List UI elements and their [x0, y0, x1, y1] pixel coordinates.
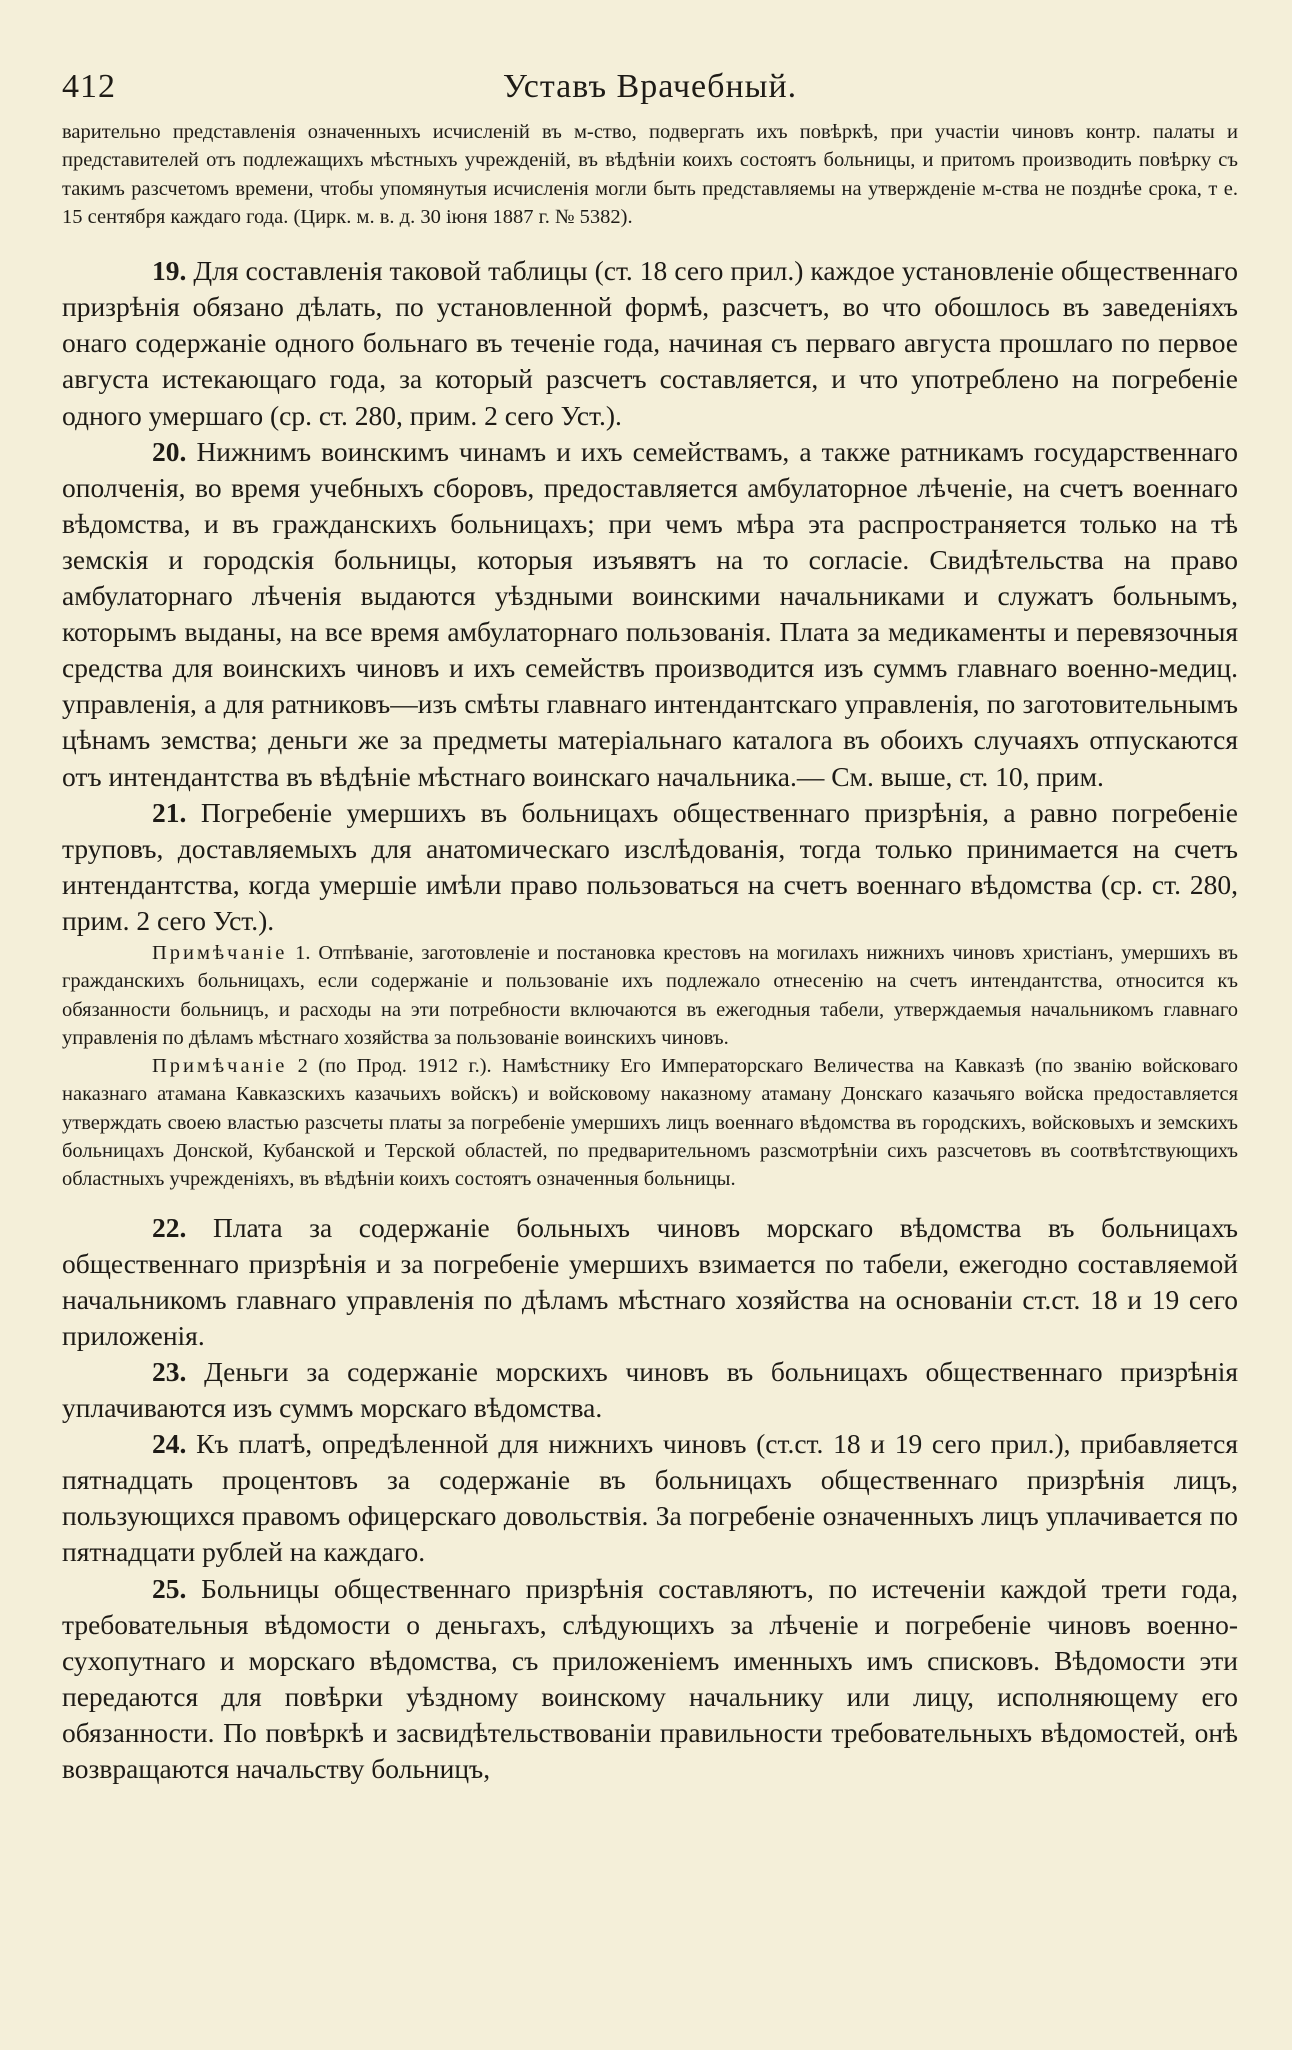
- article-19: [62, 253, 1238, 433]
- article-text: Плата за содержаніе больныхъ чиновъ морскаго вѣдомства въ больницахъ общественнаго призрѣнія и за погребеніе умершихъ взимается по табели, ежегодно составляемой начальникомъ главнаго управленія по дѣламъ мѣстнаго хозяйства на основаніи ст.ст. 18 и 19 сего приложенія.: [62, 1211, 1239, 1351]
- article-number: 24.: [152, 1428, 187, 1460]
- page-number: 412: [62, 68, 116, 105]
- note-1: [62, 939, 1238, 1052]
- note-label: Примѣчаніе: [152, 941, 288, 964]
- article-number: 23.: [152, 1356, 187, 1388]
- note-text: 1. Отпѣваніе, заготовленіе и постановка крестовъ на могилахъ нижнихъ чиновъ христіанъ, умершихъ въ гражданскихъ больницахъ, если содержаніе и пользованіе ихъ подлежало отнесенію на счетъ интендантства, относится къ обязанности больницъ, и расходы на эти потребности включаются въ ежегодныя табели, утверждаемыя начальникомъ главнаго управленія по дѣламъ мѣстнаго хозяйства за пользованіе воинскихъ чиновъ.: [62, 941, 1238, 1049]
- page-header: [62, 58, 1238, 118]
- article-text: Къ платѣ, опредѣленной для нижнихъ чиновъ (ст.ст. 18 и 19 сего прил.), прибавляется пятнадцать процентовъ за содержаніе въ больницахъ общественнаго призрѣнія лицъ, пользующихся правомъ офицерскаго довольствія. За погребеніе означенныхъ лицъ уплачивается по пятнадцати рублей на каждаго.: [62, 1428, 1239, 1568]
- note-2: [62, 1052, 1238, 1193]
- article-20: [62, 434, 1238, 795]
- article-25: [62, 1571, 1238, 1788]
- article-number: 19.: [152, 255, 187, 287]
- note-label: Примѣчаніе: [152, 1055, 288, 1078]
- article-text: Деньги за содержаніе морскихъ чиновъ въ больницахъ общественнаго призрѣнія уплачиваются изъ суммъ морскаго вѣдомства.: [62, 1356, 1239, 1424]
- intro-note: варительно представленія означенныхъ исчисленій въ м-ство, подвергать ихъ повѣркѣ, при участіи чиновъ контр. палаты и представителей отъ подлежащихъ мѣстныхъ учрежденій, въ вѣдѣніи коихъ состоятъ больницы, и притомъ производить повѣрку съ такимъ разсчетомъ времени, чтобы упомянутыя исчисленія могли быть представляемы на утвержденіе м-ства не позднѣе срока, т е. 15 сентября каждаго года. (Цирк. м. в. д. 30 іюня 1887 г. № 5382).: [62, 121, 1238, 228]
- note-text: 2 (по Прод. 1912 г.). Намѣстнику Его Императорскаго Величества на Кавказѣ (по званію войсковаго наказнаго атамана Кавказскихъ казачьихъ войскъ) и войсковому наказному атаману Донскаго казачьяго войска предоставляется утверждать своею властью разсчеты платы за погребеніе умершихъ лицъ военнаго вѣдомства въ городскихъ, войсковыхъ и земскихъ больницахъ Донской, Кубанской и Терской областей, по предварительномъ разсмотрѣніи сихъ разсчетовъ въ соотвѣтствующихъ областныхъ учрежденіяхъ, въ вѣдѣніи коихъ состоятъ означенныя больницы.: [62, 1055, 1238, 1191]
- article-number: 20.: [152, 435, 187, 467]
- article-21: [62, 795, 1238, 939]
- article-number: 22.: [152, 1211, 187, 1243]
- article-text: Нижнимъ воинскимъ чинамъ и ихъ семействамъ, а также ратникамъ государственнаго ополченія, во время учебныхъ сборовъ, предоставляется амбулаторное лѣченіе, на счетъ военнаго вѣдомства, и въ гражданскихъ больницахъ; при чемъ мѣра эта распространяется только на тѣ земскія и городскія больницы, которыя изъявятъ на то согласіе. Свидѣтельства на право амбулаторнаго лѣченія выдаются уѣздными воинскими начальниками и служатъ больнымъ, которымъ выданы, на все время амбулаторнаго пользованія. Плата за медикаменты и перевязочныя средства для воинскихъ чиновъ и ихъ семействъ производится изъ суммъ главнаго военно-медиц. управленія, а для ратниковъ—изъ смѣты главнаго интендантскаго управленія, по заготовительнымъ цѣнамъ земства; деньги же за предметы матеріальнаго каталога въ обоихъ случаяхъ отпускаются отъ интендантства въ вѣдѣніе мѣстнаго воинскаго начальника.— См. выше, ст. 10, прим.: [62, 435, 1239, 792]
- article-text: Погребеніе умершихъ въ больницахъ общественнаго призрѣнія, а равно погребеніе труповъ, доставляемыхъ для анатомическаго изслѣдованія, тогда только принимается на счетъ интендантства, когда умершіе имѣли право пользоваться на счетъ военнаго вѣдомства (ср. ст. 280, прим. 2 сего Уст.).: [62, 796, 1238, 936]
- article-text: Больницы общественнаго призрѣнія составляютъ, по истеченіи каждой трети года, требовательныя вѣдомости о деньгахъ, слѣдующихъ за лѣченіе и погребеніе чиновъ военно-сухопутнаго и морскаго вѣдомства, съ приложеніемъ именныхъ имъ списковъ. Вѣдомости эти передаются для повѣрки уѣздному воинскому начальнику или лицу, исполняющему его обязанности. По повѣркѣ и засвидѣтельствованіи правильности требовательныхъ вѣдомостей, онѣ возвращаются начальству больницъ,: [62, 1572, 1238, 1785]
- article-number: 21.: [152, 796, 187, 828]
- article-number: 25.: [152, 1572, 187, 1604]
- article-text: Для составленія таковой таблицы (ст. 18 сего прил.) каждое установленіе общественнаго призрѣнія обязано дѣлать, по установленной формѣ, разсчетъ, во что обошлось въ заведеніяхъ онаго содержаніе одного больнаго въ теченіе года, начиная съ перваго августа прошлаго по первое августа истекающаго года, за который разсчетъ составляется, и что употреблено на погребеніе одного умершаго (ср. ст. 280, прим. 2 сего Уст.).: [62, 255, 1239, 431]
- article-23: [62, 1354, 1238, 1426]
- article-24: [62, 1426, 1238, 1570]
- article-22: [62, 1210, 1238, 1354]
- running-title: Уставъ Врачебный.: [502, 68, 798, 105]
